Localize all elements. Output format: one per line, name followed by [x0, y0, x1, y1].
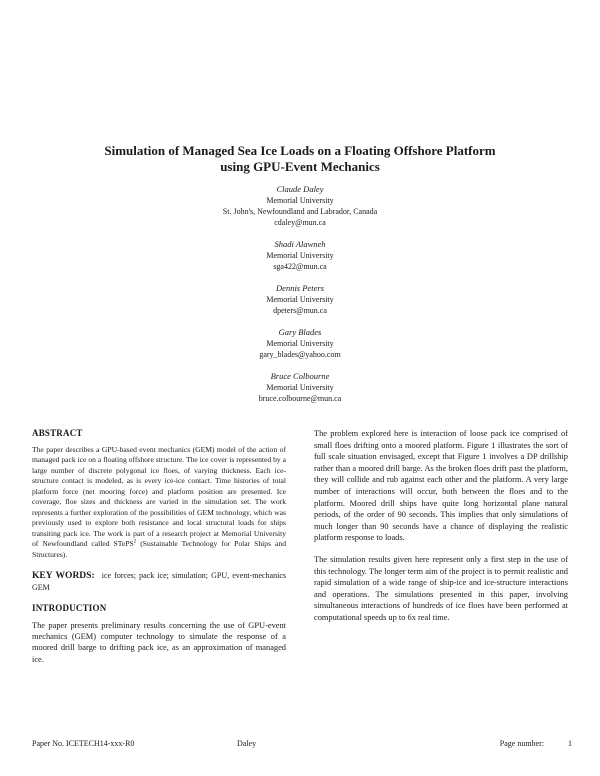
- abstract-text-tail: (Sustainable Technology for Polar Ships and Structures).: [32, 539, 286, 559]
- author-affiliation: Memorial University: [266, 251, 334, 260]
- right-column: [314, 428, 568, 634]
- footer-page-number: 1: [568, 739, 572, 748]
- abstract-text-main: The paper describes a GPU-based event mechanics (GEM) model of the action of managed pack ice on a floating offshore structure. The ice cover is represented by a large number of discrete polygonal ice floes, of varying thickness. Each ice-structure contact is modeled, as is every ice-ice contact. Time histories of total platform force (net mooring force) and platform position are presented. Ice coverage, floe sizes and thickness are varied in the simulation set. The work represents a further exploration of the possibilities of GEM technology, which was previously used to explore both resistance and local structural loads for ships transiting pack ice. The work is part of a research project at Memorial University of Newfoundland called STePS: [32, 444, 286, 548]
- page-footer: [32, 738, 572, 750]
- title-line-1: Simulation of Managed Sea Ice Loads on a Floating Offshore Platform: [104, 143, 496, 158]
- author-affiliation: Memorial University: [266, 339, 334, 348]
- paper-title: [60, 143, 540, 175]
- author-name: Gary Blades: [278, 327, 322, 337]
- introduction-heading: INTRODUCTION: [32, 603, 107, 613]
- left-column: [32, 428, 286, 675]
- author-affiliation: Memorial University: [266, 295, 334, 304]
- author-affiliation: Memorial University: [266, 196, 334, 205]
- author-email: bruce.colbourne@mun.ca: [258, 394, 342, 403]
- author-entry: [100, 283, 500, 316]
- author-entry: [100, 184, 500, 228]
- author-email: gary_blades@yahoo.com: [259, 350, 341, 359]
- footer-paper-number: Paper No. ICETECH14-xxx-R0: [32, 739, 135, 748]
- author-name: Dennis Peters: [276, 283, 324, 293]
- footer-page-label: Page number:: [499, 739, 544, 748]
- title-line-2: using GPU-Event Mechanics: [220, 159, 380, 174]
- author-name: Shadi Alawneh: [274, 239, 326, 249]
- keywords-label: KEY WORDS:: [32, 571, 95, 581]
- abstract-superscript: 2: [133, 539, 137, 545]
- introduction-text: The paper presents preliminary results concerning the use of GPU-event mechanics (GEM) computer technology to simulate the response of a moored drill barge to drifting pack ice, as an approximation of managed ice.: [32, 620, 286, 664]
- abstract-heading: ABSTRACT: [32, 428, 83, 438]
- author-entry: [100, 239, 500, 272]
- author-email: sga422@mun.ca: [273, 262, 327, 271]
- author-address: St. John's, Newfoundland and Labrador, Canada: [222, 207, 378, 216]
- author-affiliation: Memorial University: [266, 383, 334, 392]
- author-name: Bruce Colbourne: [270, 371, 330, 381]
- author-entry: [100, 371, 500, 404]
- author-email: dpeters@mun.ca: [273, 306, 327, 315]
- keywords-text: ice forces; pack ice; simulation; GPU, event-mechanics GEM: [32, 571, 286, 592]
- author-entry: [100, 327, 500, 360]
- abstract-text: [32, 445, 286, 561]
- footer-author: Daley: [237, 739, 257, 748]
- author-name: Claude Daley: [276, 184, 324, 194]
- body-paragraph-2: The simulation results given here represent only a first step in the use of this technology. The longer term aim of the project is to permit realistic and rapid simulation of a wide range of ship-ice and ice-structure interactions and operations. The simulations presented in this paper, involving simultaneous interactions of hundreds of ice floes have been performed at computational speeds up to 6x real time.: [314, 554, 568, 622]
- author-email: cdaley@mun.ca: [274, 218, 326, 227]
- author-block: [100, 184, 500, 415]
- body-paragraph-1: The problem explored here is interaction of loose pack ice comprised of small floes drifting onto a moored platform. Figure 1 illustrates the sort of full scale situation envisaged, except that Figure 1 involves a DP drillship rather than a moored drill barge. As the broken floes drift past the platform, they will collide and rub against each other and the platform. A very large number of interactions will occur, both between the floes and to the platform. Moored drill ships have quite long horizontal plane natural periods, of the order of 90 seconds. This implies that only simulations of much longer than 90 seconds have a chance of displaying the realistic platform response to loads.: [314, 429, 568, 543]
- keywords: [32, 570, 286, 593]
